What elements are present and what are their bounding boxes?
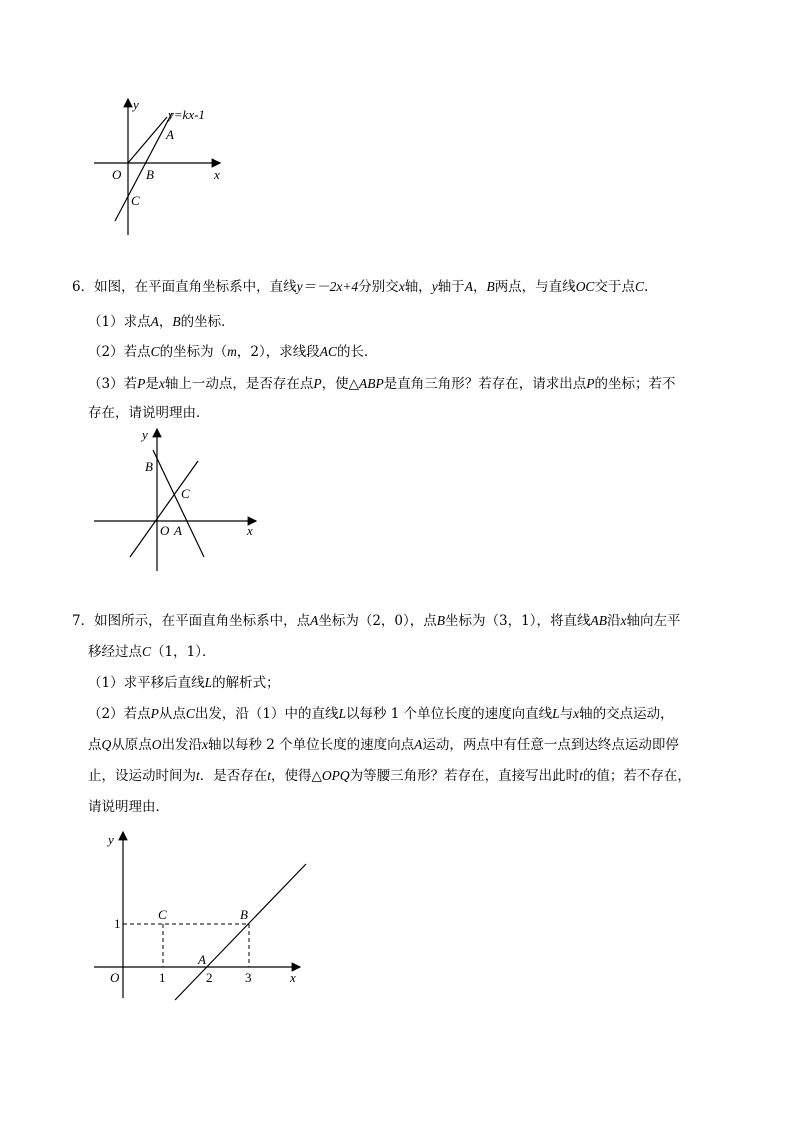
point-B-label: B	[240, 907, 248, 922]
origin-label: O	[110, 970, 120, 985]
problem6-q1: （1）求点A，B的坐标．	[88, 314, 235, 330]
problem7-q2-line4: 请说明理由．	[88, 799, 169, 815]
problem6-q3-continued: 存在，请说明理由．	[88, 405, 210, 421]
problem7-q2-line2: 点Q从原点O出发沿x轴以每秒 2 个单位长度的速度向点A运动，两点中有任意一点到达终点运动即停	[88, 737, 679, 753]
line-through-O	[128, 117, 167, 163]
problem7-q2-line3: 止，设运动时间为t．是否存在t，使得△OPQ为等腰三角形？若存在，直接写出此时t的值；若不存在，	[88, 768, 691, 784]
point-A-label: A	[166, 127, 174, 142]
problem6-stem: 6．如图，在平面直角坐标系中，直线y＝－2x+4分别交x轴，y轴于A，B两点，与直线OC交于点C.	[72, 279, 649, 295]
y-axis-label: y	[142, 427, 148, 442]
problem7-q2-line1: （2）若点P从点C出发，沿（1）中的直线L以每秒 1 个单位长度的速度向直线L与x轴的交点运动，	[88, 706, 674, 722]
point-C-label: C	[158, 907, 167, 922]
figure-problem7	[90, 828, 315, 1008]
problem7-stem-line2: 移经过点C（1，1）．	[88, 644, 216, 660]
problem6-q3: （3）若P是x轴上一动点，是否存在点P，使△ABP是直角三角形？若存在，请求出点P的坐标；若不	[88, 376, 676, 392]
point-A-label: A	[198, 952, 206, 967]
line-AB	[175, 864, 306, 1000]
line-AB	[153, 450, 204, 557]
line-y-kx-1	[115, 113, 172, 221]
x-axis-label: x	[247, 523, 253, 538]
x-tick-2: 2	[206, 970, 213, 985]
y-axis-label: y	[133, 97, 139, 112]
point-B-label: B	[145, 459, 153, 474]
problem7-q1: （1）求平移后直线L的解析式；	[88, 675, 280, 691]
x-tick-1: 1	[159, 970, 166, 985]
line-OC	[130, 461, 198, 557]
point-A-label: A	[174, 523, 182, 538]
y-axis-label: y	[108, 832, 114, 847]
problem7-stem-line1: 7．如图所示，在平面直角坐标系中，点A坐标为（2，0），点B坐标为（3，1），将直线AB沿x轴向左平	[72, 613, 681, 629]
point-B-label: B	[146, 167, 154, 182]
point-C-label: C	[131, 193, 140, 208]
figure-problem6	[90, 425, 265, 575]
origin-label: O	[160, 523, 170, 538]
y-tick-1: 1	[114, 916, 121, 931]
origin-label: O	[112, 167, 122, 182]
line-equation-label: y=kx-1	[168, 107, 205, 122]
x-axis-label: x	[290, 970, 296, 985]
x-tick-3: 3	[245, 970, 252, 985]
point-C-label: C	[181, 486, 190, 501]
x-axis-label: x	[214, 167, 220, 182]
figure-line-y-kx-minus-1	[90, 95, 240, 245]
problem6-q2: （2）若点C的坐标为（m，2），求线段AC的长．	[88, 344, 378, 360]
